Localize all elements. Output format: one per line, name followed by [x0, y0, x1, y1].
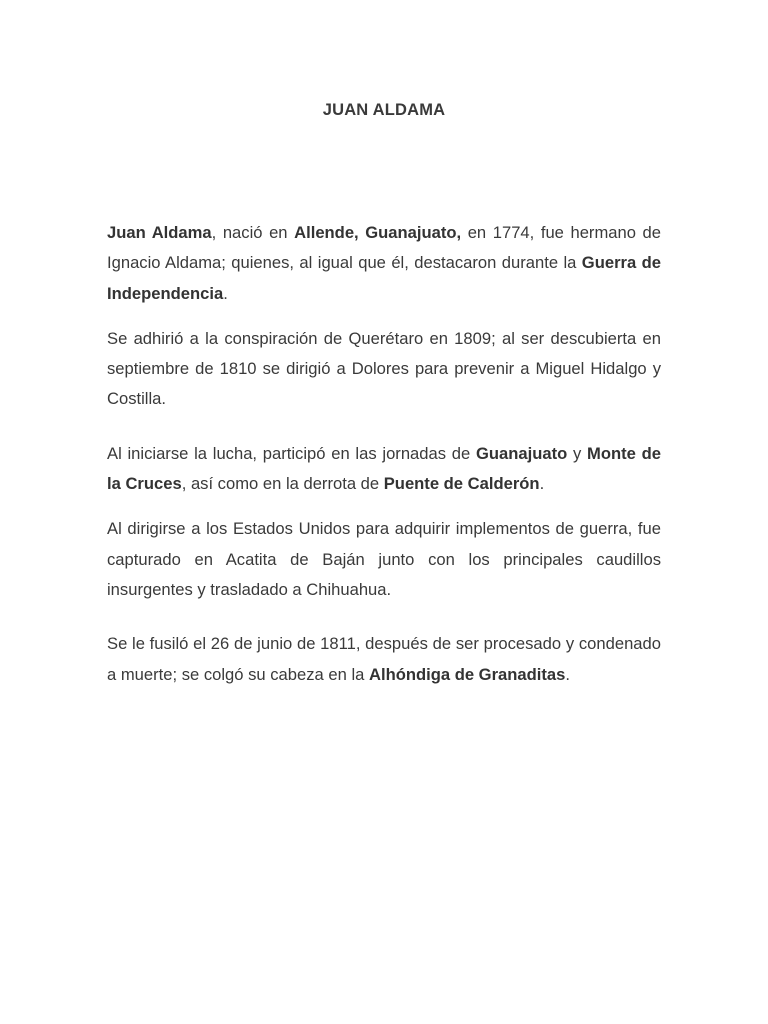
bold-text: Juan Aldama — [107, 223, 212, 242]
text-segment: Se le fusiló el 26 de junio de 1811, después de ser procesado y condenado a muerte; se colgó su cabeza en la — [107, 634, 661, 684]
text-segment: y — [567, 443, 588, 463]
bold-text: Guanajuato — [475, 443, 568, 463]
text-segment: , nació en — [211, 223, 295, 242]
text-segment: Al dirigirse a los Estados Unidos para adquirir implementos de guerra, fue capturado en Acatita de Baján junto con los principales caudillos insurgentes y trasladado a Chihuahua. — [107, 519, 661, 599]
document-title: JUAN ALDAMA — [322, 101, 446, 119]
bold-text: Allende, Guanajuato, — [294, 223, 462, 242]
document-body — [107, 218, 661, 690]
text-segment: . — [565, 664, 570, 684]
paragraph-execution — [107, 629, 661, 690]
bold-text: Puente de Calderón — [383, 474, 540, 494]
text-segment: . — [223, 283, 228, 303]
bold-text: Guerra de Independencia — [107, 253, 661, 303]
text-segment: en 1774, fue hermano de Ignacio Aldama; quienes, al igual que él, destacaron durante la — [107, 223, 661, 273]
text-segment: Al iniciarse la lucha, participó en las jornadas de — [107, 443, 476, 463]
text-segment: Se adhirió a la conspiración de Querétaro en 1809; al ser descubierta en septiembre de 1810 se dirigió a Dolores para prevenir a Miguel Hidalgo y Costilla. — [107, 328, 661, 409]
paragraph-capture — [107, 514, 661, 605]
paragraph-conspiracy — [107, 324, 661, 415]
paragraph-battles — [107, 439, 661, 500]
text-segment: , así como en la derrota de — [181, 474, 384, 494]
bold-text: Alhóndiga de Granaditas — [368, 664, 566, 684]
bold-text: Monte de la Cruces — [107, 443, 661, 494]
paragraph-birth — [107, 218, 661, 309]
text-segment: . — [539, 474, 545, 494]
